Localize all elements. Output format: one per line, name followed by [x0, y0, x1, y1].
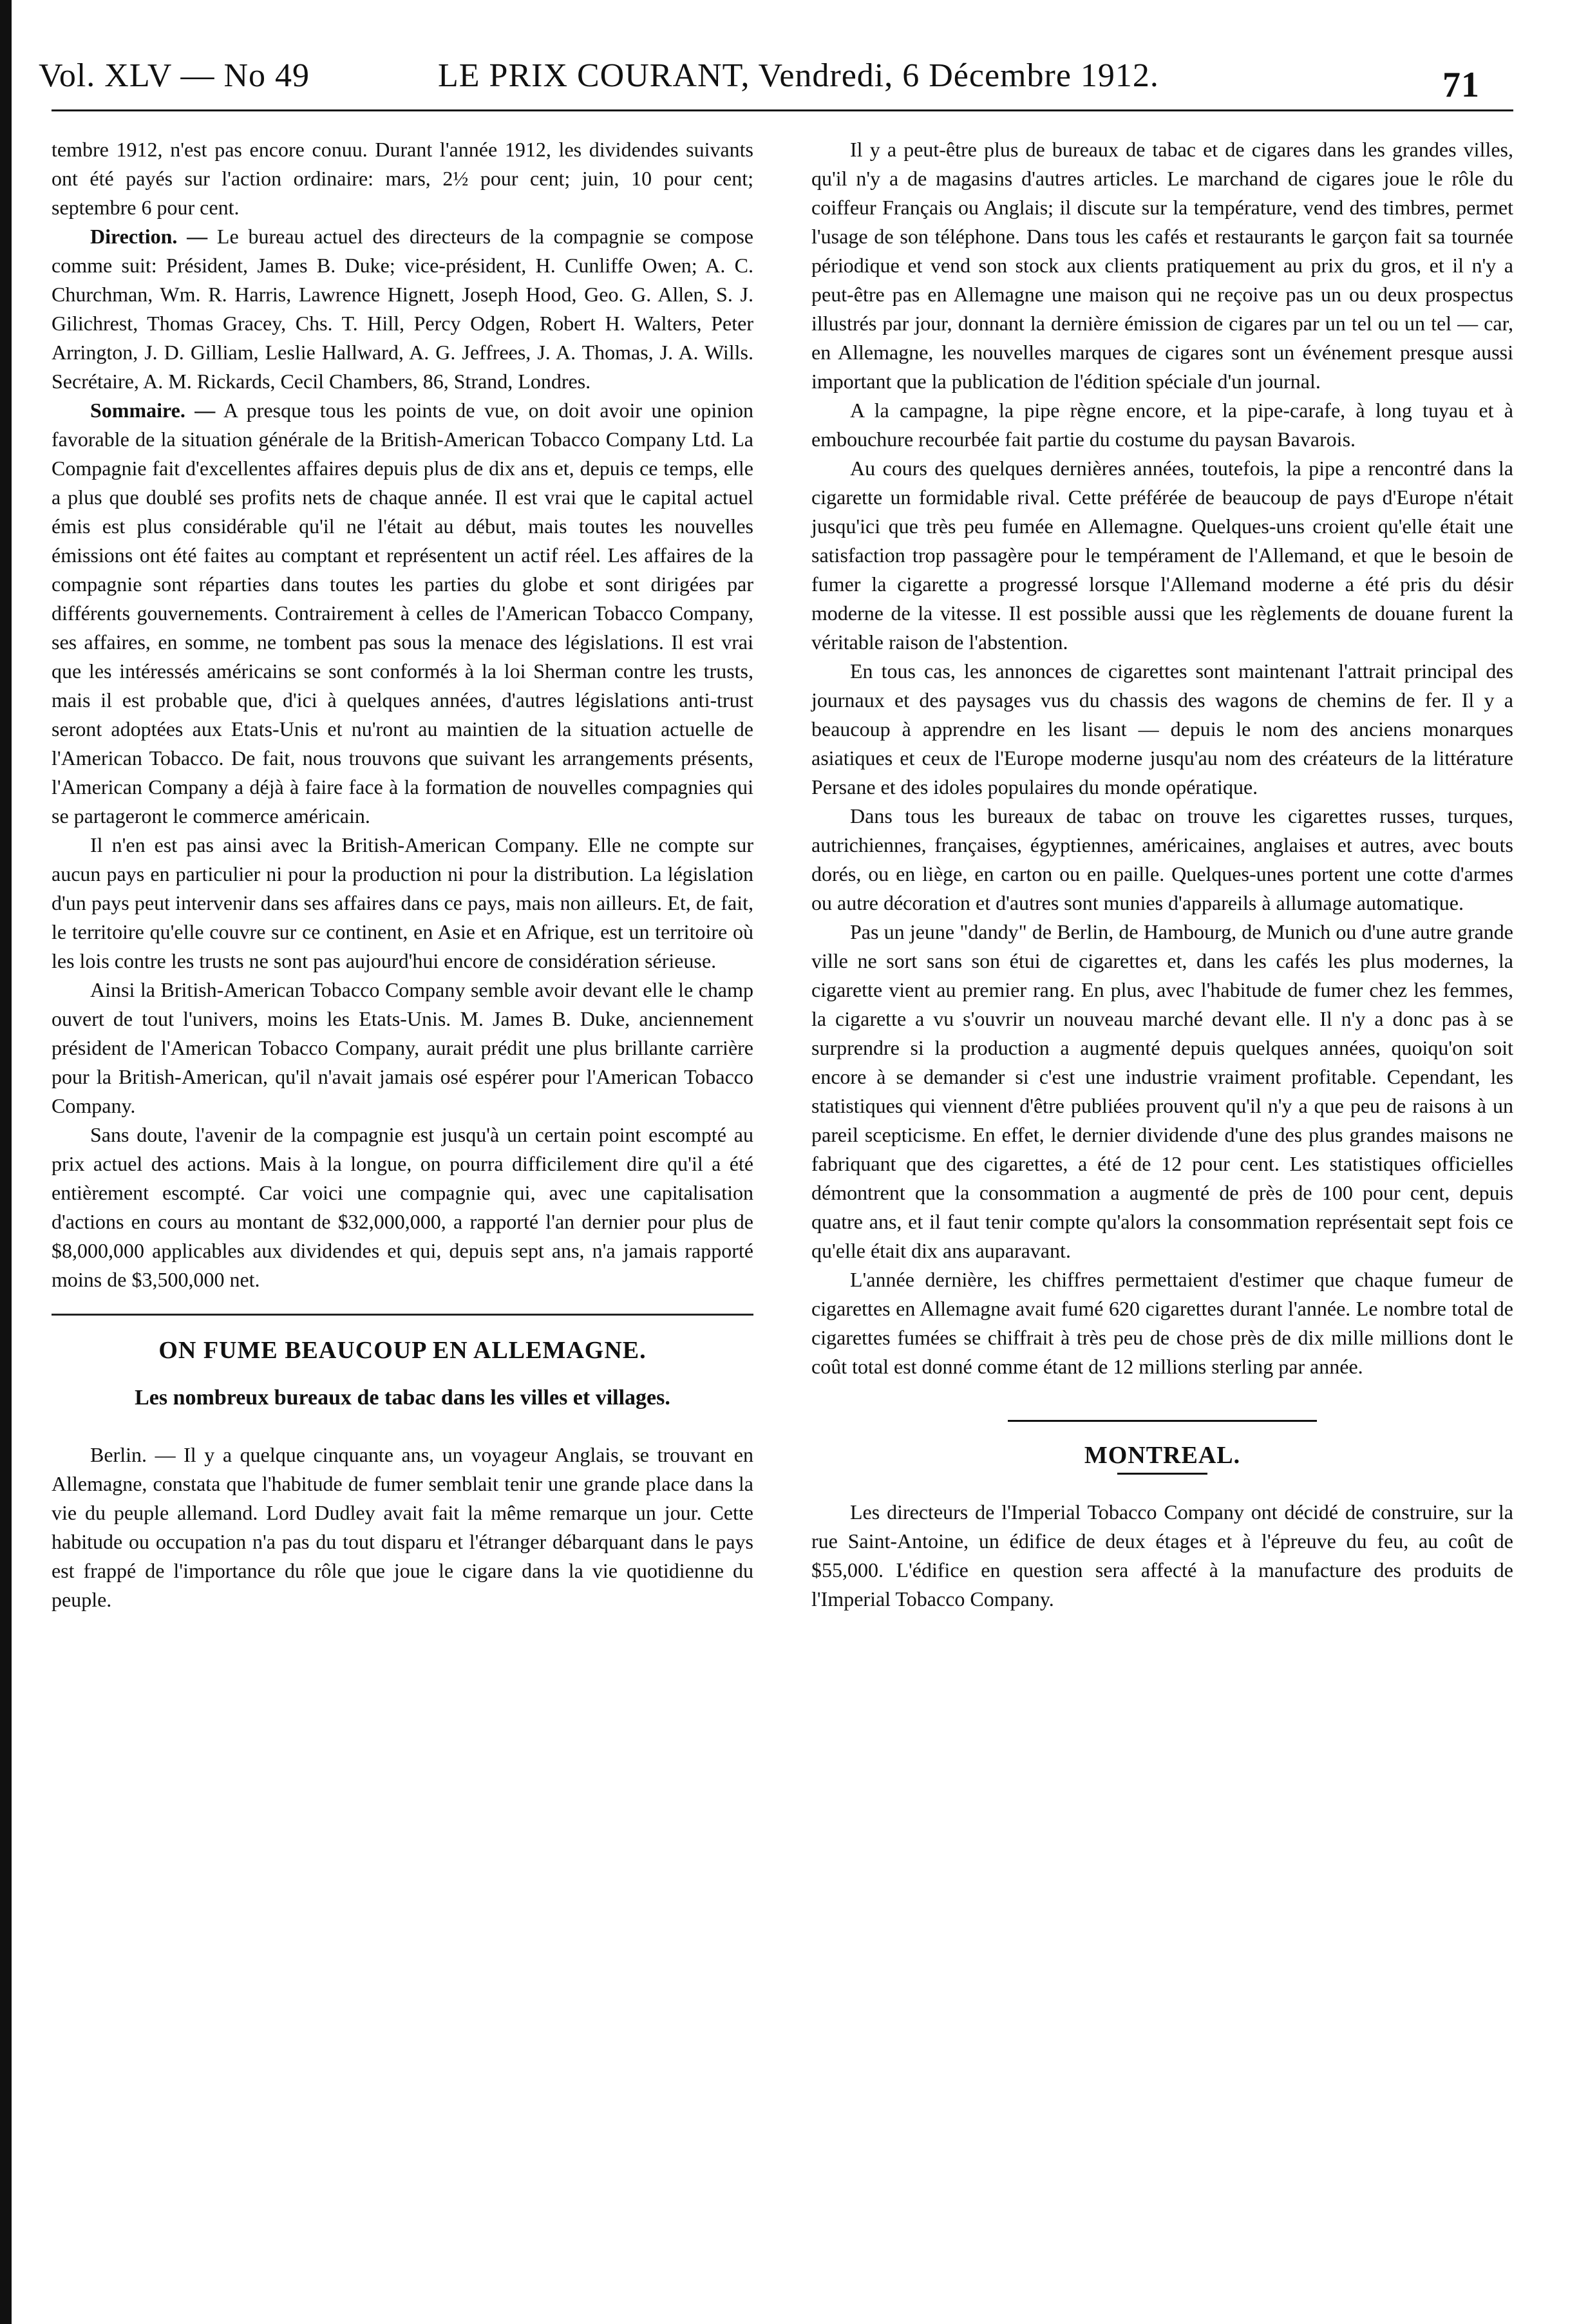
page-number: 71 [1442, 65, 1480, 105]
montreal-title: MONTREAL. [1084, 1442, 1241, 1469]
header-rule [52, 109, 1513, 111]
paragraph: Il n'en est pas ainsi avec la British-American Company. Elle ne compte sur aucun pays en particulier ni pour la production ni pour la distribution. La législation d'un pays peut intervenir dans ses affaires dans ce pays, mais non ailleurs. Et, de fait, le territoire qu'elle couvre sur ce continent, en Asie et en Afrique, est un territoire où les lois contre les trusts ne sont pas aujourd'hui encore de considération sérieuse. [52, 833, 753, 972]
section-title: ON FUME BEAUCOUP EN ALLEMAGNE. [158, 1337, 647, 1364]
paragraph-direction [52, 222, 753, 396]
paragraph-lead: Sommaire. — [90, 399, 216, 422]
paragraph: Sans doute, l'avenir de la compagnie est jusqu'à un certain point escompté au prix actuel des actions. Mais à la longue, on pourra difficilement dire qu'il a été entièrement escompté. Car voici une compagnie qui, avec une capitalisation d'actions en cours au montant de $32,000,000, a rapporté l'an dernier pour plus de $8,000,000 applicables aux dividendes et qui, depuis sept ans, n'a jamais rapporté moins de $3,500,000 net. [52, 1123, 753, 1291]
paragraph: Ainsi la British-American Tobacco Company semble avoir devant elle le champ ouvert de tout l'univers, moins les Etats-Unis. M. James B. Duke, anciennement président de l'American Tobacco Company, aurait prédit une plus brillante carrière pour la British-American, qu'il n'avait jamais osé espérer pour l'American Tobacco Company. [52, 978, 753, 1117]
paragraph-sommaire [52, 396, 753, 831]
section-divider [1008, 1420, 1317, 1422]
newspaper-page [39, 26, 1558, 2305]
paragraph: Il y a peut-être plus de bureaux de tabac et de cigares dans les grandes villes, qu'il n'y a de magasins d'autres articles. Le marchand de cigares joue le rôle du coiffeur Français ou Anglais; il discute sur la température, vend des timbres, permet l'usage de son téléphone. Dans tous les cafés et restaurants le garçon fait sa tournée périodique et vend son stock aux clients pratiquement au prix du gros, et il n'y a peut-être pas en Allemagne une maison qui ne reçoive pas un ou deux prospectus illustrés par jour, donnant la dernière émission de cigares par un tel ou un tel — car, en Allemagne, les nouvelles marques de cigares sont un événement presque aussi important que la publication de l'édition spéciale d'un journal. [811, 138, 1513, 393]
paragraph: tembre 1912, n'est pas encore conuu. Durant l'année 1912, les dividendes suivants ont été payés sur l'action ordinaire: mars, 2½ pour cent; juin, 10 pour cent; septembre 6 pour cent. [52, 138, 753, 219]
right-column [811, 135, 1513, 1614]
paragraph: Pas un jeune "dandy" de Berlin, de Hambourg, de Munich ou d'une autre grande ville ne sort sans son étui de cigarettes et, dans les cafés les plus modernes, la cigarette vient au premier rang. En plus, avec l'habitude de fumer chez les femmes, la cigarette a vu s'ouvrir un nouveau marché devant elle. Il n'y a donc pas à se surprendre si la production a augmenté depuis quelques années, quoiqu'on soit encore à se demander si c'est une industrie vraiment profitable. Cependant, les statistiques qui viennent d'être publiées prouvent qu'il n'y a que peu de raisons à un pareil scepticisme. En effet, le dernier dividende d'une des plus grandes maisons ne fabriquant que des cigarettes, a été de 12 pour cent. Les statistiques officielles démontrent que la consommation a augmenté de près de 100 pour cent, depuis quatre ans, et il faut tenir compte qu'alors la consommation représentait sept fois ce qu'elle était dix ans auparavant. [811, 920, 1513, 1262]
volume-number: Vol. XLV — No 49 [39, 57, 310, 94]
section-subtitle: Les nombreux bureaux de tabac dans les villes et villages. [135, 1386, 670, 1410]
title-underline [1117, 1473, 1207, 1475]
paragraph: L'année dernière, les chiffres permettaient d'estimer que chaque fumeur de cigarettes en Allemagne avait fumé 620 cigarettes durant l'année. Le nombre total de cigarettes fumées se chiffrait à très peu de chose près de dix mille millions dont le coût total est donné comme étant de 12 millions sterling par année. [811, 1268, 1513, 1378]
paragraph: Dans tous les bureaux de tabac on trouve les cigarettes russes, turques, autrichiennes, françaises, égyptiennes, américaines, anglaises et autres, avec bouts dorés, ou en liège, en carton ou en paille. Quelques-unes portent une cotte d'armes ou autre décoration et d'autres sont munies d'appareils à allumage automatique. [811, 804, 1513, 914]
paragraph: Berlin. — Il y a quelque cinquante ans, un voyageur Anglais, se trouvant en Allemagne, constata que l'habitude de fumer semblait tenir une grande place dans la vie du peuple allemand. Lord Dudley avait fait la même remarque un jour. Cette habitude ou occupation n'a pas du tout disparu et l'étranger débarquant dans le pays est frappé de l'importance du rôle que joue le cigare dans la vie quotidienne du peuple. [52, 1443, 753, 1611]
paragraph: Au cours des quelques dernières années, toutefois, la pipe a rencontré dans la cigarette un formidable rival. Cette préférée de beaucoup de pays d'Europe n'était jusqu'ici que très peu fumée en Allemagne. Quelques-uns croient qu'elle était une satisfaction trop passagère pour le tempérament de l'Allemand, et que le besoin de fumer la cigarette a progressé lorsque l'Allemand moderne a été pris du désir moderne de la vitesse. Il est possible aussi que les règlements de douane furent la véritable raison de l'abstention. [811, 457, 1513, 654]
paragraph: En tous cas, les annonces de cigarettes sont maintenant l'attrait principal des journaux et des paysages vus du chassis des wagons de chemins de fer. Il y a beaucoup à apprendre en les lisant — depuis le nom des anciens monarques asiatiques et ceux de l'Europe moderne jusqu'au nom des créateurs de la littérature Persane et des idoles populaires du monde opératique. [811, 659, 1513, 798]
paragraph-text: A presque tous les points de vue, on doit avoir une opinion favorable de la situation générale de la British-American Tobacco Company Ltd. La Compagnie fait d'excellentes affaires depuis plus de dix ans et, depuis ce temps, elle a plus que doublé ses profits nets de chaque année. Il est vrai que le capital actuel émis est plus considérable qu'il ne l'était au début, mais toutes les nouvelles émissions ont été faites au comptant et représentent un actif réel. Les affaires de la compagnie sont réparties dans toutes les parties du globe et sont dirigées par différents gouvernements. Contrairement à celles de l'American Tobacco Company, ses affaires, en somme, ne tombent pas sous la menace des législations. Il est vrai que les intéressés américains se sont conformés à la loi Sherman contre les trusts, mais il est probable que, d'ici à quelques années, d'autres législations anti-trust seront adoptées aux Etats-Unis et nu'ront au maintien de la situation actuelle de l'American Tobacco. De fait, nous trouvons que suivant les arrangements présents, l'American Company a déjà à faire face à la formation de nouvelles compagnies qui se partageront le commerce américain. [52, 399, 754, 827]
publication-title: LE PRIX COURANT, Vendredi, 6 Décembre 1912. [438, 57, 1159, 94]
paragraph: A la campagne, la pipe règne encore, et la pipe-carafe, à long tuyau et à embouchure recourbée fait partie du costume du paysan Bavarois. [811, 399, 1513, 451]
paragraph-lead: Direction. — [90, 225, 208, 248]
page-header [39, 57, 1520, 121]
paragraph-text: Le bureau actuel des directeurs de la compagnie se compose comme suit: Président, James B. Duke; vice-président, H. Cunliffe Owen; A. C. Churchman, Wm. R. Harris, Lawrence Hignett, Joseph Hood, Geo. G. Allen, S. J. Gilichrest, Thomas Gracey, Chs. T. Hill, Percy Odgen, Robert H. Walters, Peter Arrington, J. D. Gilliam, Leslie Hallward, A. G. Jeffrees, J. A. Thomas, J. A. Wills. Secrétaire, A. M. Rickards, Cecil Chambers, 86, Strand, Londres. [52, 225, 754, 393]
left-column [52, 135, 753, 1614]
paragraph: Les directeurs de l'Imperial Tobacco Company ont décidé de construire, sur la rue Saint-Antoine, un édifice de deux étages et à l'épreuve du feu, au coût de $55,000. L'édifice en question sera affecté à la manufacture des produits de l'Imperial Tobacco Company. [811, 1500, 1513, 1611]
binding-edge [0, 0, 12, 2324]
section-divider [52, 1314, 753, 1316]
